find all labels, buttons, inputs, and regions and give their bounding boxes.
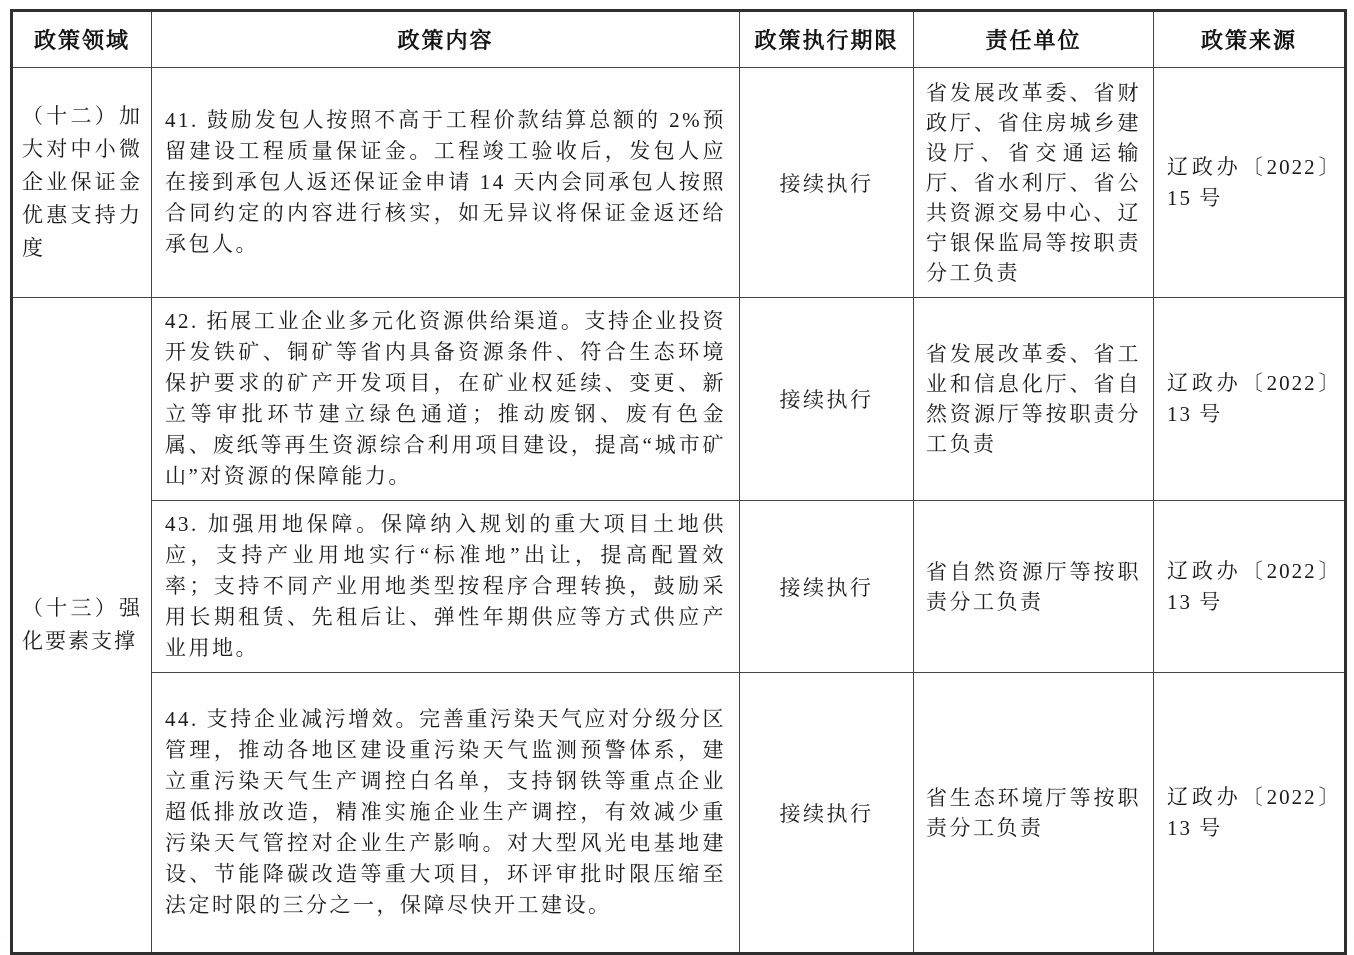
header-execution-period: 政策执行期限 bbox=[740, 11, 914, 68]
policy-content-cell: 43. 加强用地保障。保障纳入规划的重大项目土地供应，支持产业用地实行“标准地”出让，提高配置效率；支持不同产业用地类型按程序合理转换，鼓励采用长期租赁、先租后让、弹性年期供应等方式供应产业用地。 bbox=[152, 501, 740, 673]
header-policy-area: 政策领域 bbox=[12, 11, 152, 68]
policy-content-cell: 41. 鼓励发包人按照不高于工程价款结算总额的 2%预留建设工程质量保证金。工程竣工验收后，发包人应在接到承包人返还保证金申请 14 天内会同承包人按照合同约定的内容进行核实，如无异议将保证金返还给承包人。 bbox=[152, 68, 740, 298]
header-policy-source: 政策来源 bbox=[1154, 11, 1346, 68]
policy-area-cell: （十二）加大对中小微企业保证金优惠支持力度 bbox=[12, 68, 152, 298]
execution-period-cell: 接续执行 bbox=[740, 68, 914, 298]
policy-content-cell: 42. 拓展工业企业多元化资源供给渠道。支持企业投资开发铁矿、铜矿等省内具备资源条件、符合生态环境保护要求的矿产开发项目，在矿业权延续、变更、新立等审批环节建立绿色通道；推动废钢、废有色金属、废纸等再生资源综合利用项目建设，提高“城市矿山”对资源的保障能力。 bbox=[152, 298, 740, 501]
policy-table bbox=[10, 9, 1347, 955]
execution-period-cell: 接续执行 bbox=[740, 298, 914, 501]
policy-source-cell: 辽政办〔2022〕15 号 bbox=[1154, 68, 1346, 298]
table-row-42 bbox=[12, 298, 1346, 501]
header-responsible-unit: 责任单位 bbox=[914, 11, 1154, 68]
responsible-unit-cell: 省生态环境厅等按职责分工负责 bbox=[914, 673, 1154, 954]
policy-source-cell: 辽政办〔2022〕13 号 bbox=[1154, 501, 1346, 673]
table-row-44 bbox=[12, 673, 1346, 954]
table-row-41 bbox=[12, 68, 1346, 298]
policy-content-cell: 44. 支持企业减污增效。完善重污染天气应对分级分区管理，推动各地区建设重污染天气监测预警体系，建立重污染天气生产调控白名单，支持钢铁等重点企业超低排放改造，精准实施企业生产调控，有效减少重污染天气管控对企业生产影响。对大型风光电基地建设、节能降碳改造等重大项目，环评审批时限压缩至法定时限的三分之一，保障尽快开工建设。 bbox=[152, 673, 740, 954]
table-header-row bbox=[12, 11, 1346, 68]
policy-source-cell: 辽政办〔2022〕13 号 bbox=[1154, 673, 1346, 954]
table-row-43 bbox=[12, 501, 1346, 673]
header-policy-content: 政策内容 bbox=[152, 11, 740, 68]
execution-period-cell: 接续执行 bbox=[740, 673, 914, 954]
policy-source-cell: 辽政办〔2022〕13 号 bbox=[1154, 298, 1346, 501]
execution-period-cell: 接续执行 bbox=[740, 501, 914, 673]
responsible-unit-cell: 省自然资源厅等按职责分工负责 bbox=[914, 501, 1154, 673]
policy-area-cell: （十三）强化要素支撑 bbox=[12, 298, 152, 954]
responsible-unit-cell: 省发展改革委、省工业和信息化厅、省自然资源厅等按职责分工负责 bbox=[914, 298, 1154, 501]
responsible-unit-cell: 省发展改革委、省财政厅、省住房城乡建设厅、省交通运输厅、省水利厅、省公共资源交易中心、辽宁银保监局等按职责分工负责 bbox=[914, 68, 1154, 298]
